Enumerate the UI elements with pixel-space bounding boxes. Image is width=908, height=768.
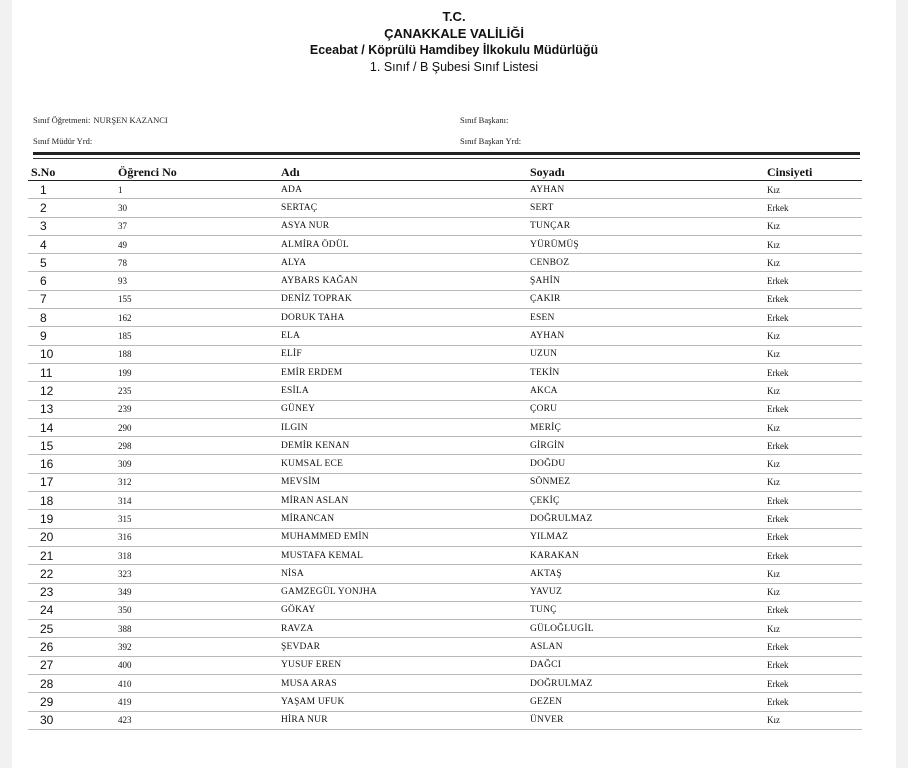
table-header-row (28, 165, 862, 181)
cell-gender: Kız (747, 345, 862, 363)
cell-first-name: MEVSİM (281, 473, 530, 491)
cell-sno: 10 (28, 345, 116, 363)
cell-student-no: 315 (116, 510, 281, 528)
cell-last-name: ÜNVER (530, 711, 747, 729)
cell-first-name: GÜNEY (281, 400, 530, 418)
cell-gender: Kız (747, 235, 862, 253)
cell-student-no: 199 (116, 363, 281, 381)
cell-student-no: 1 (116, 181, 281, 199)
cell-gender: Erkek (747, 528, 862, 546)
cell-gender: Erkek (747, 199, 862, 217)
cell-student-no: 30 (116, 199, 281, 217)
cell-gender: Erkek (747, 693, 862, 711)
column-header-first-name: Adı (281, 165, 530, 181)
cell-student-no: 93 (116, 272, 281, 290)
teacher-field (33, 115, 168, 125)
cell-last-name: ASLAN (530, 638, 747, 656)
cell-gender: Kız (747, 418, 862, 436)
cell-first-name: ALYA (281, 254, 530, 272)
cell-student-no: 235 (116, 382, 281, 400)
cell-first-name: KUMSAL ECE (281, 455, 530, 473)
cell-student-no: 419 (116, 693, 281, 711)
cell-sno: 17 (28, 473, 116, 491)
cell-last-name: DOĞDU (530, 455, 747, 473)
class-president-label: Sınıf Başkanı: (460, 115, 509, 125)
cell-last-name: DAĞCI (530, 656, 747, 674)
cell-sno: 4 (28, 235, 116, 253)
cell-sno: 26 (28, 638, 116, 656)
table-row (28, 400, 862, 418)
cell-first-name: ELA (281, 327, 530, 345)
cell-sno: 12 (28, 382, 116, 400)
cell-gender: Kız (747, 711, 862, 729)
table-row (28, 455, 862, 473)
assistant-principal-field (33, 136, 92, 146)
cell-student-no: 400 (116, 656, 281, 674)
document-title: 1. Sınıf / B Şubesi Sınıf Listesi (369, 60, 539, 74)
header-line-governorship: ÇANAKKALE VALİLİĞİ (384, 26, 524, 41)
cell-sno: 8 (28, 309, 116, 327)
table-row (28, 363, 862, 381)
cell-last-name: AKCA (530, 382, 747, 400)
table-row (28, 382, 862, 400)
cell-gender: Kız (747, 565, 862, 583)
table-row (28, 620, 862, 638)
cell-sno: 20 (28, 528, 116, 546)
cell-sno: 21 (28, 546, 116, 564)
cell-first-name: MUHAMMED EMİN (281, 528, 530, 546)
cell-student-no: 314 (116, 492, 281, 510)
table-row (28, 492, 862, 510)
cell-last-name: ÇAKIR (530, 290, 747, 308)
table-row (28, 272, 862, 290)
header-line-school: Eceabat / Köprülü Hamdibey İlkokulu Müdürlüğü (309, 43, 599, 57)
cell-first-name: ILGIN (281, 418, 530, 436)
cell-last-name: AKTAŞ (530, 565, 747, 583)
table-row (28, 638, 862, 656)
cell-last-name: AYHAN (530, 181, 747, 199)
cell-last-name: ÇEKİÇ (530, 492, 747, 510)
cell-student-no: 290 (116, 418, 281, 436)
cell-first-name: ELİF (281, 345, 530, 363)
table-row (28, 327, 862, 345)
column-header-student-no: Öğrenci No (116, 165, 281, 181)
cell-sno: 2 (28, 199, 116, 217)
cell-first-name: GÖKAY (281, 601, 530, 619)
cell-first-name: MİRANCAN (281, 510, 530, 528)
table-row (28, 181, 862, 199)
cell-gender: Erkek (747, 437, 862, 455)
cell-gender: Kız (747, 583, 862, 601)
cell-sno: 29 (28, 693, 116, 711)
table-row (28, 601, 862, 619)
cell-last-name: UZUN (530, 345, 747, 363)
table-row (28, 546, 862, 564)
cell-student-no: 78 (116, 254, 281, 272)
cell-gender: Erkek (747, 510, 862, 528)
cell-gender: Erkek (747, 290, 862, 308)
table-body (28, 181, 862, 730)
cell-first-name: YAŞAM UFUK (281, 693, 530, 711)
class-president-field (460, 115, 508, 125)
cell-gender: Kız (747, 382, 862, 400)
cell-student-no: 162 (116, 309, 281, 327)
cell-student-no: 410 (116, 675, 281, 693)
cell-student-no: 239 (116, 400, 281, 418)
cell-first-name: ASYA NUR (281, 217, 530, 235)
cell-sno: 16 (28, 455, 116, 473)
cell-student-no: 37 (116, 217, 281, 235)
table-row (28, 309, 862, 327)
cell-student-no: 388 (116, 620, 281, 638)
cell-gender: Erkek (747, 492, 862, 510)
cell-first-name: YUSUF EREN (281, 656, 530, 674)
assistant-principal-label: Sınıf Müdür Yrd: (33, 136, 93, 146)
cell-gender: Erkek (747, 400, 862, 418)
cell-student-no: 392 (116, 638, 281, 656)
cell-student-no: 155 (116, 290, 281, 308)
cell-sno: 19 (28, 510, 116, 528)
cell-gender: Erkek (747, 675, 862, 693)
cell-gender: Erkek (747, 363, 862, 381)
cell-gender: Erkek (747, 272, 862, 290)
header-divider-thick (33, 152, 860, 155)
cell-sno: 24 (28, 601, 116, 619)
cell-last-name: YILMAZ (530, 528, 747, 546)
cell-student-no: 298 (116, 437, 281, 455)
cell-first-name: DEMİR KENAN (281, 437, 530, 455)
cell-gender: Kız (747, 327, 862, 345)
cell-sno: 18 (28, 492, 116, 510)
cell-gender: Kız (747, 473, 862, 491)
cell-gender: Kız (747, 217, 862, 235)
cell-sno: 11 (28, 363, 116, 381)
table-row (28, 217, 862, 235)
cell-gender: Erkek (747, 546, 862, 564)
cell-gender: Kız (747, 254, 862, 272)
cell-gender: Erkek (747, 601, 862, 619)
table-row (28, 473, 862, 491)
table-row (28, 711, 862, 729)
header-divider-thin (33, 158, 860, 159)
cell-last-name: CENBOZ (530, 254, 747, 272)
cell-last-name: MERİÇ (530, 418, 747, 436)
cell-student-no: 49 (116, 235, 281, 253)
cell-last-name: ÇORU (530, 400, 747, 418)
cell-sno: 3 (28, 217, 116, 235)
cell-sno: 14 (28, 418, 116, 436)
cell-student-no: 318 (116, 546, 281, 564)
cell-last-name: YÜRÜMÜŞ (530, 235, 747, 253)
cell-sno: 13 (28, 400, 116, 418)
vice-president-field (460, 136, 521, 146)
table-row (28, 235, 862, 253)
cell-first-name: DENİZ TOPRAK (281, 290, 530, 308)
cell-sno: 9 (28, 327, 116, 345)
cell-student-no: 423 (116, 711, 281, 729)
cell-sno: 27 (28, 656, 116, 674)
cell-first-name: MUSTAFA KEMAL (281, 546, 530, 564)
table-row (28, 418, 862, 436)
table-row (28, 565, 862, 583)
student-table (28, 165, 862, 730)
cell-last-name: TUNÇ (530, 601, 747, 619)
cell-sno: 25 (28, 620, 116, 638)
table-row (28, 199, 862, 217)
table-row (28, 528, 862, 546)
cell-first-name: ESİLA (281, 382, 530, 400)
cell-first-name: ŞEVDAR (281, 638, 530, 656)
cell-first-name: SERTAÇ (281, 199, 530, 217)
cell-gender: Kız (747, 455, 862, 473)
cell-student-no: 188 (116, 345, 281, 363)
cell-first-name: HİRA NUR (281, 711, 530, 729)
cell-first-name: MİRAN ASLAN (281, 492, 530, 510)
table-row (28, 437, 862, 455)
cell-sno: 1 (28, 181, 116, 199)
table-row (28, 290, 862, 308)
cell-last-name: SÖNMEZ (530, 473, 747, 491)
cell-last-name: DOĞRULMAZ (530, 510, 747, 528)
cell-last-name: DOĞRULMAZ (530, 675, 747, 693)
table-row (28, 693, 862, 711)
cell-first-name: RAVZA (281, 620, 530, 638)
cell-gender: Kız (747, 620, 862, 638)
cell-sno: 7 (28, 290, 116, 308)
table-row (28, 675, 862, 693)
cell-last-name: YAVUZ (530, 583, 747, 601)
table-row (28, 510, 862, 528)
cell-gender: Erkek (747, 309, 862, 327)
cell-last-name: KARAKAN (530, 546, 747, 564)
vice-president-label: Sınıf Başkan Yrd: (460, 136, 522, 146)
teacher-value: NURŞEN KAZANCI (93, 115, 168, 125)
cell-sno: 23 (28, 583, 116, 601)
cell-sno: 15 (28, 437, 116, 455)
cell-gender: Erkek (747, 656, 862, 674)
cell-last-name: ESEN (530, 309, 747, 327)
teacher-label: Sınıf Öğretmeni: (33, 115, 91, 125)
cell-student-no: 316 (116, 528, 281, 546)
cell-student-no: 323 (116, 565, 281, 583)
cell-last-name: AYHAN (530, 327, 747, 345)
cell-first-name: GAMZEGÜL YONJHA (281, 583, 530, 601)
cell-student-no: 309 (116, 455, 281, 473)
cell-sno: 6 (28, 272, 116, 290)
column-header-gender: Cinsiyeti (747, 165, 862, 181)
cell-first-name: MUSA ARAS (281, 675, 530, 693)
cell-gender: Erkek (747, 638, 862, 656)
header-line-tc: T.C. (442, 9, 466, 24)
table-row (28, 345, 862, 363)
cell-last-name: TUNÇAR (530, 217, 747, 235)
table-row (28, 254, 862, 272)
cell-first-name: AYBARS KAĞAN (281, 272, 530, 290)
cell-first-name: ALMİRA ÖDÜL (281, 235, 530, 253)
cell-last-name: GÜLOĞLUGİL (530, 620, 747, 638)
cell-last-name: SERT (530, 199, 747, 217)
table-row (28, 583, 862, 601)
cell-student-no: 185 (116, 327, 281, 345)
cell-last-name: GEZEN (530, 693, 747, 711)
cell-sno: 30 (28, 711, 116, 729)
cell-student-no: 312 (116, 473, 281, 491)
cell-student-no: 350 (116, 601, 281, 619)
cell-first-name: DORUK TAHA (281, 309, 530, 327)
column-header-sno: S.No (28, 165, 116, 181)
cell-last-name: GİRGİN (530, 437, 747, 455)
document-header (0, 8, 908, 76)
cell-student-no: 349 (116, 583, 281, 601)
column-header-last-name: Soyadı (530, 165, 747, 181)
cell-first-name: EMİR ERDEM (281, 363, 530, 381)
cell-gender: Kız (747, 181, 862, 199)
cell-last-name: TEKİN (530, 363, 747, 381)
table-row (28, 656, 862, 674)
cell-sno: 22 (28, 565, 116, 583)
cell-first-name: NİSA (281, 565, 530, 583)
cell-last-name: ŞAHİN (530, 272, 747, 290)
cell-first-name: ADA (281, 181, 530, 199)
cell-sno: 28 (28, 675, 116, 693)
cell-sno: 5 (28, 254, 116, 272)
